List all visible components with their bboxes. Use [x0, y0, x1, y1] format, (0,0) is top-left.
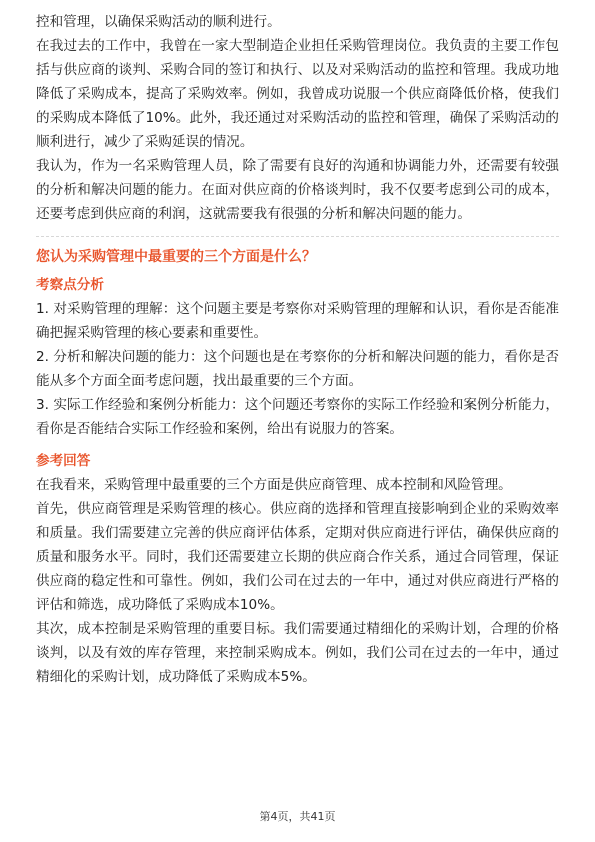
answer-label: 参考回答	[36, 453, 91, 469]
page-content	[36, 10, 559, 689]
intro-paragraph-1: 控和管理，以确保采购活动的顺利进行。	[36, 14, 281, 30]
intro-paragraph-2: 在我过去的工作中，我曾在一家大型制造企业担任采购管理岗位。我负责的主要工作包括与供应商的谈判、采购合同的签订和执行、以及对采购活动的监控和管理。我成功地降低了采购成本，提高了采购效率。例如，我曾成功说服一个供应商降低价格，使我们的采购成本降低了10%。此外，我还通过对采购活动的监控和管理，确保了采购活动的顺利进行，减少了采购延误的情况。	[36, 38, 559, 150]
intro-paragraph-3: 我认为，作为一名采购管理人员，除了需要有良好的沟通和协调能力外，还需要有较强的分析和解决问题的能力。在面对供应商的价格谈判时，我不仅要考虑到公司的成本，还要考虑到供应商的利润，这就需要我有很强的分析和解决问题的能力。	[36, 158, 559, 222]
answer-paragraph-2: 首先，供应商管理是采购管理的核心。供应商的选择和管理直接影响到企业的采购效率和质量。我们需要建立完善的供应商评估体系，定期对供应商进行评估，确保供应商的质量和服务水平。同时，我们还需要建立长期的供应商合作关系，通过合同管理，保证供应商的稳定性和可靠性。例如，我们公司在过去的一年中，通过对供应商进行严格的评估和筛选，成功降低了采购成本10%。	[36, 501, 559, 613]
analysis-item-2: 2. 分析和解决问题的能力：这个问题也是在考察你的分析和解决问题的能力，看你是否能从多个方面全面考虑问题，找出最重要的三个方面。	[36, 349, 559, 389]
section-divider	[36, 236, 559, 237]
analysis-item-3: 3. 实际工作经验和案例分析能力：这个问题还考察你的实际工作经验和案例分析能力，看你是否能结合实际工作经验和案例，给出有说服力的答案。	[36, 397, 559, 437]
answer-paragraph-3: 其次，成本控制是采购管理的重要目标。我们需要通过精细化的采购计划，合理的价格谈判，以及有效的库存管理，来控制采购成本。例如，我们公司在过去的一年中，通过精细化的采购计划，成功降低了采购成本5%。	[36, 621, 559, 685]
analysis-item-1: 1. 对采购管理的理解：这个问题主要是考察你对采购管理的理解和认识，看你是否能准确把握采购管理的核心要素和重要性。	[36, 301, 559, 341]
question-heading: 您认为采购管理中最重要的三个方面是什么？	[36, 249, 316, 265]
page-footer: 第4页，共41页	[259, 810, 336, 823]
analysis-label: 考察点分析	[36, 277, 104, 293]
answer-paragraph-1: 在我看来，采购管理中最重要的三个方面是供应商管理、成本控制和风险管理。	[36, 477, 512, 493]
